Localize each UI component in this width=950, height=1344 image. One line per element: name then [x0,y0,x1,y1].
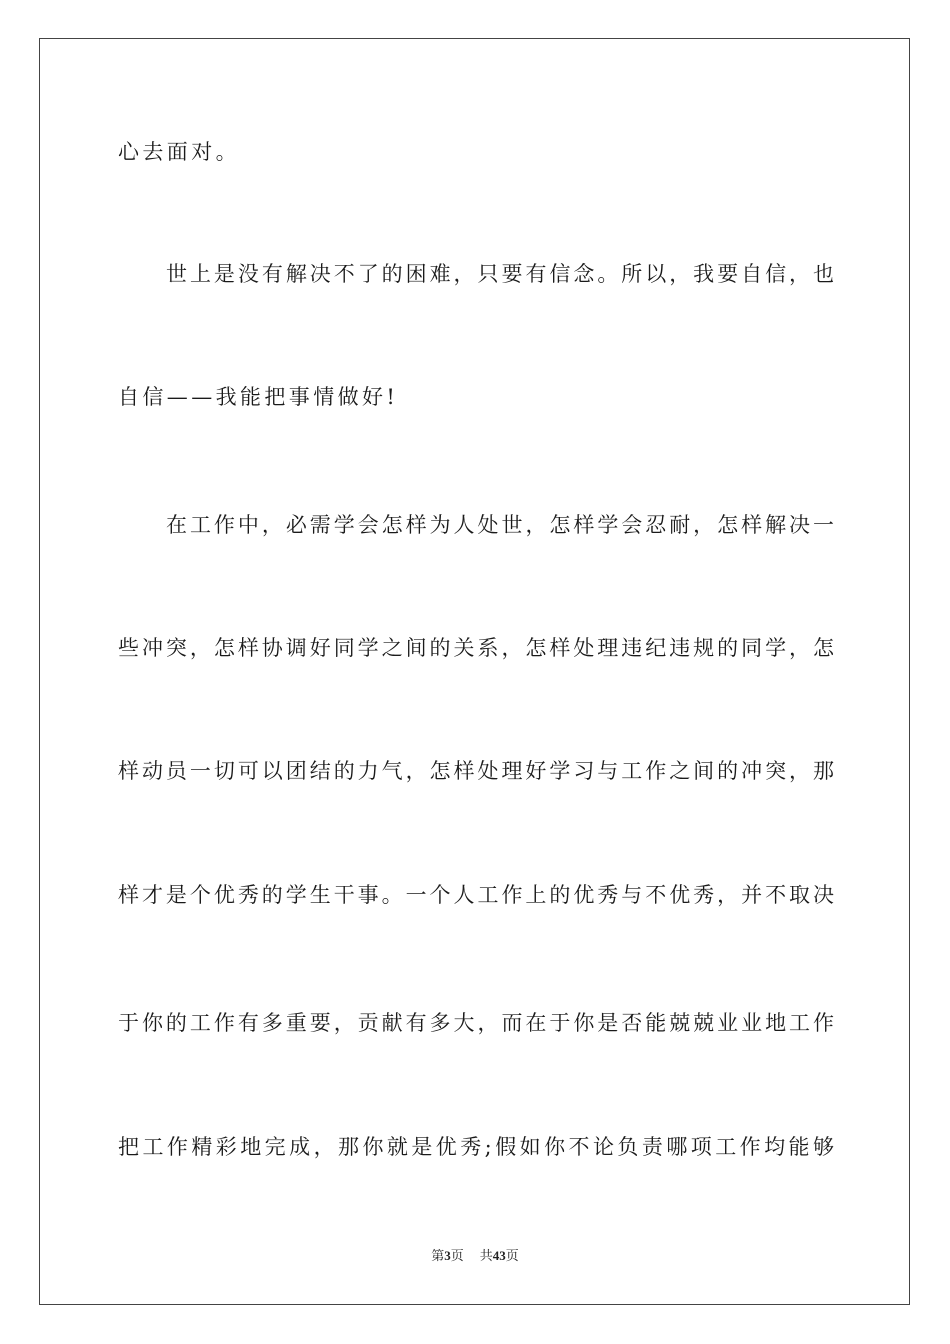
text-line: 样动员一切可以团结的力气，怎样处理好学习与工作之间的冲突，那 [118,759,834,783]
text-line: 心去面对。 [118,140,240,164]
page-suffix: 页 [450,1249,464,1264]
text-line: 把工作精彩地完成，那你就是优秀;假如你不论负责哪项工作均能够 [118,1135,834,1159]
total-suffix: 页 [505,1249,519,1264]
text-line: 世上是没有解决不了的困难，只要有信念。所以，我要自信，也 [166,262,834,286]
total-prefix: 共 [479,1249,493,1264]
current-page-number: 3 [444,1248,451,1263]
total-page-count: 43 [492,1248,506,1263]
page-prefix: 第 [431,1249,445,1264]
text-line: 些冲突，怎样协调好同学之间的关系，怎样处理违纪违规的同学，怎 [118,636,834,660]
text-line: 在工作中，必需学会怎样为人处世，怎样学会忍耐，怎样解决一 [166,513,834,537]
page-border [39,38,910,1305]
text-line: 样才是个优秀的学生干事。一个人工作上的优秀与不优秀，并不取决 [118,883,834,907]
text-line: 自信——我能把事情做好! [118,385,399,409]
page-footer [0,1247,950,1266]
text-line: 于你的工作有多重要，贡献有多大，而在于你是否能兢兢业业地工作 [118,1011,834,1035]
